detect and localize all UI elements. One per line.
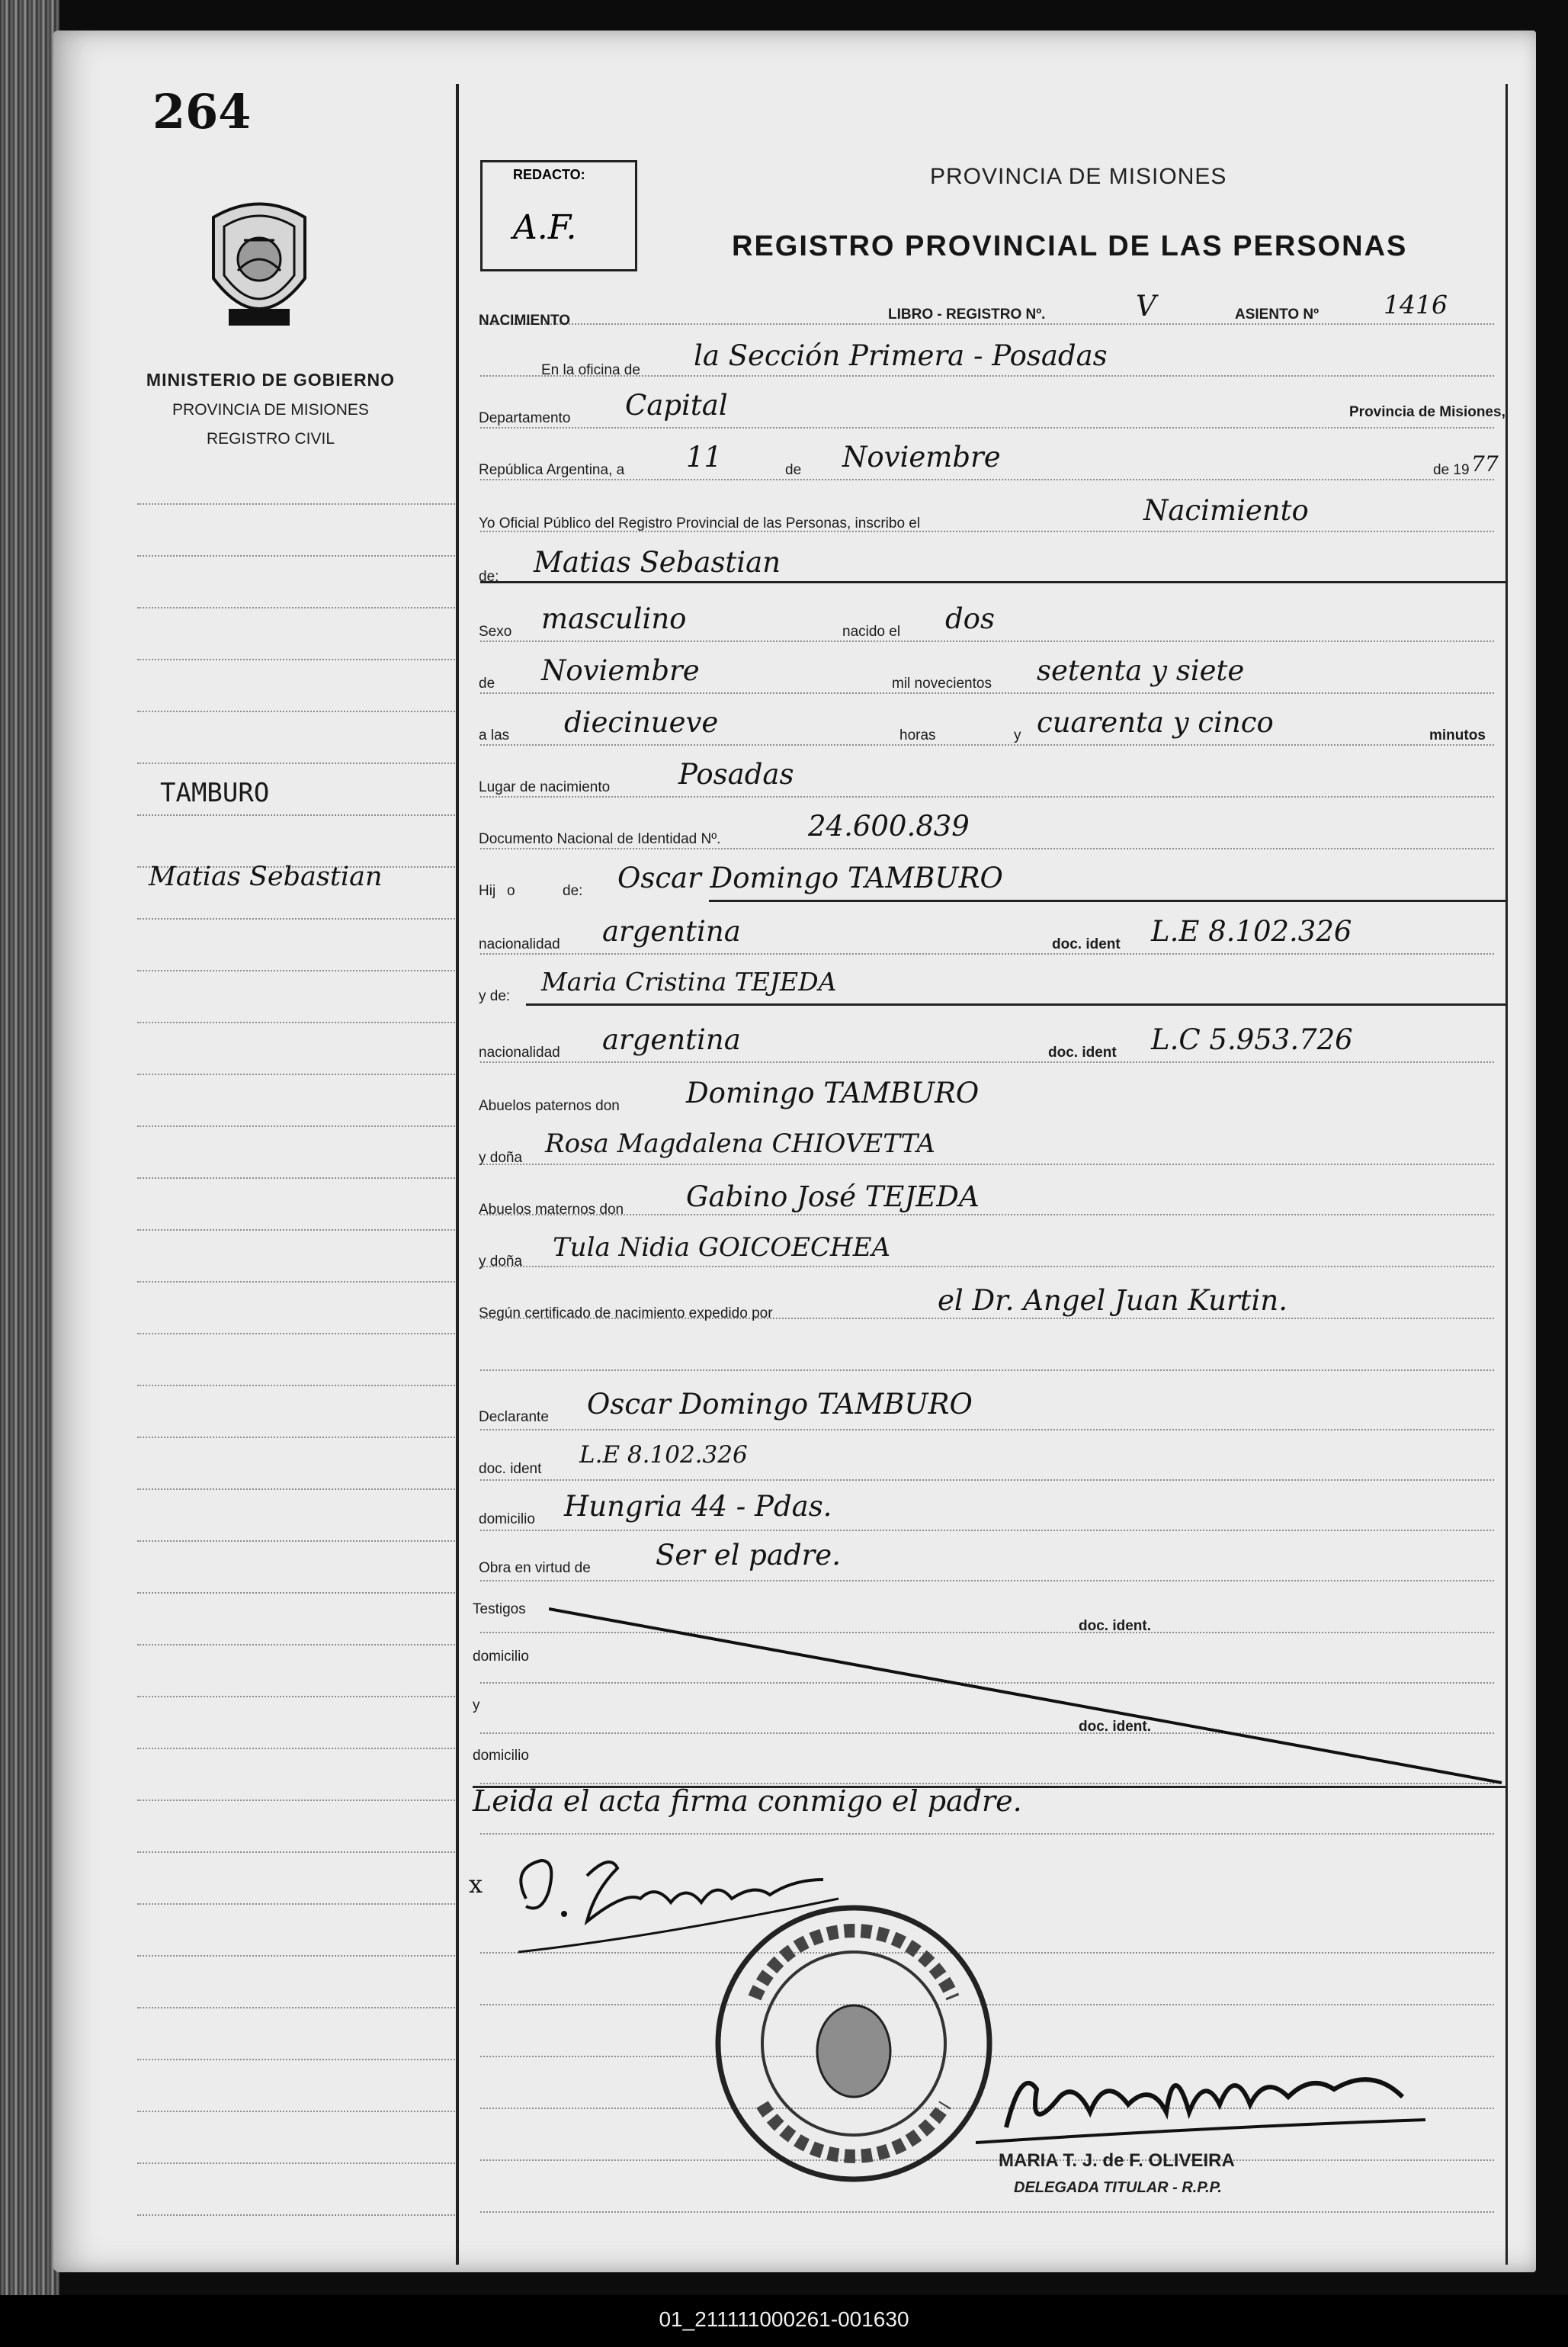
republica-label: República Argentina, a (479, 462, 625, 478)
section-divider-father (709, 900, 1505, 902)
mother-doc-label: doc. ident (1048, 1045, 1117, 1061)
mother-nationality: argentina (602, 1023, 741, 1056)
hijo-suffix: o (507, 883, 515, 899)
testigos-label: Testigos (473, 1601, 526, 1617)
birth-month: Noviembre (541, 654, 700, 687)
minutos-label: minutos (1429, 727, 1486, 743)
abuela-paterna: Rosa Magdalena CHIOVETTA (545, 1129, 935, 1159)
abuelo-paterno: Domingo TAMBURO (686, 1077, 980, 1109)
image-caption: 01_211111000261-001630 (659, 2307, 909, 2331)
redacto-box (480, 160, 637, 271)
obra-value: Ser el padre. (656, 1539, 841, 1572)
record-type-label: NACIMIENTO (479, 313, 570, 329)
y-de-label: y de: (479, 988, 511, 1004)
abuela-materna: Tula Nidia GOICOECHEA (553, 1232, 891, 1263)
testigo2-y-label: y (473, 1697, 480, 1713)
registry-title: REGISTRO PROVINCIAL DE LAS PERSONAS (732, 230, 1408, 262)
ministry-registry: REGISTRO CIVIL (206, 430, 335, 448)
mil-label: mil novecientos (892, 676, 992, 692)
birth-year-words: setenta y siete (1037, 654, 1245, 687)
oficina-label: En la oficina de (541, 362, 640, 378)
margin-given-names: Matias Sebastian (149, 862, 383, 892)
right-border-line (1505, 84, 1508, 2265)
a-las-value: diecinueve (564, 706, 719, 739)
de-label: de (785, 462, 802, 478)
y-dona-mat-label: y doña (479, 1254, 523, 1270)
image-caption-bar (0, 2295, 1568, 2347)
abuelos-paternos-label: Abuelos paternos don (479, 1098, 620, 1114)
margin-surname: TAMBURO (160, 778, 270, 808)
testigo1-doc-label: doc. ident. (1079, 1618, 1151, 1634)
departamento-value: Capital (625, 389, 728, 422)
hijo-label: Hij (479, 883, 496, 899)
declarante-doc-label: doc. ident (479, 1461, 542, 1477)
libro-label: LIBRO - REGISTRO Nº. (888, 307, 1046, 323)
redacto-value: A.F. (513, 208, 577, 247)
horas-label: horas (899, 727, 936, 743)
ministry-province: PROVINCIA DE MISIONES (172, 401, 369, 419)
month-value: Noviembre (842, 441, 1001, 474)
nacido-label: nacido el (842, 624, 901, 640)
mother-doc: L.C 5.953.726 (1151, 1023, 1353, 1056)
year-value: 77 (1471, 451, 1499, 477)
province-heading: PROVINCIA DE MISIONES (930, 164, 1227, 189)
asiento-value: 1416 (1384, 290, 1448, 319)
father-nationality: argentina (602, 915, 741, 948)
mother-name: Maria Cristina TEJEDA (541, 967, 837, 997)
book-page-edges (0, 0, 59, 2295)
father-doc: L.E 8.102.326 (1151, 915, 1352, 948)
testigo2-doc-label: doc. ident. (1079, 1719, 1151, 1735)
departamento-label: Departamento (479, 410, 571, 426)
de2-label: de: (479, 569, 499, 585)
section-divider-mother (526, 1003, 1505, 1006)
year-label: de 19 (1433, 462, 1470, 478)
y-label: y (1014, 727, 1021, 743)
closing-text: Leida el acta firma conmigo el padre. (473, 1784, 1022, 1818)
ministry-header (145, 370, 396, 448)
oficial-label: Yo Oficial Público del Registro Provincial de las Personas, inscribo el (479, 515, 921, 531)
signature-x-mark: x (469, 1870, 483, 1899)
domicilio-label: domicilio (479, 1511, 535, 1527)
oficial-value: Nacimiento (1143, 494, 1309, 527)
sexo-label: Sexo (479, 624, 512, 640)
testigo1-domicilio-label: domicilio (473, 1649, 529, 1665)
mother-nationality-label: nacionalidad (479, 1045, 560, 1061)
certificado-value: el Dr. Angel Juan Kurtin. (938, 1284, 1287, 1317)
provincia-label: Provincia de Misiones, (1349, 404, 1505, 420)
asiento-label: ASIENTO Nº (1235, 307, 1319, 323)
lugar-value: Posadas (678, 758, 794, 791)
section-divider-name (480, 581, 1505, 583)
certificado-label: Según certificado de nacimiento expedido por (479, 1305, 773, 1321)
declarante-label: Declarante (479, 1409, 549, 1425)
dni-label: Documento Nacional de Identidad Nº. (479, 831, 721, 847)
official-signature (976, 2044, 1433, 2158)
father-doc-label: doc. ident (1052, 936, 1121, 952)
a-las-label: a las (479, 727, 510, 743)
testigo2-domicilio-label: domicilio (473, 1748, 529, 1764)
ministry-name: MINISTERIO DE GOBIERNO (146, 370, 396, 390)
abuelo-materno: Gabino José TEJEDA (686, 1180, 980, 1213)
redacto-label: REDACTO: (513, 167, 585, 182)
de3-label: de (479, 676, 495, 692)
obra-label: Obra en virtud de (479, 1560, 591, 1576)
margin-divider-line (456, 84, 459, 2265)
official-title: DELEGADA TITULAR - R.P.P. (1014, 2179, 1222, 2196)
abuelos-maternos-label: Abuelos maternos don (479, 1202, 624, 1218)
dni-value: 24.600.839 (808, 810, 970, 843)
libro-value: V (1136, 290, 1156, 323)
registrant-name: Matias Sebastian (534, 546, 781, 579)
register-page (53, 31, 1536, 2272)
lugar-label: Lugar de nacimiento (479, 779, 611, 795)
page-number: 264 (152, 84, 252, 140)
testigos-strike-line (549, 1601, 1509, 1792)
day-value: 11 (686, 441, 723, 474)
official-name: MARIA T. J. de F. OLIVEIRA (999, 2150, 1235, 2171)
father-nationality-label: nacionalidad (479, 936, 560, 952)
province-coat-of-arms-icon (198, 194, 320, 339)
declarante-doc: L.E 8.102.326 (579, 1441, 748, 1469)
nacido-value: dos (945, 602, 995, 635)
y-dona-pat-label: y doña (479, 1150, 523, 1166)
minutes-words: cuarenta y cinco (1037, 706, 1274, 739)
domicilio-value: Hungria 44 - Pdas. (564, 1490, 832, 1523)
registry-round-stamp-icon (709, 1899, 999, 2188)
de4-label: de: (563, 883, 583, 899)
oficina-value: la Sección Primera - Posadas (694, 339, 1108, 372)
sexo-value: masculino (541, 602, 687, 635)
father-name: Oscar Domingo TAMBURO (617, 862, 1003, 894)
declarante-value: Oscar Domingo TAMBURO (587, 1388, 973, 1421)
